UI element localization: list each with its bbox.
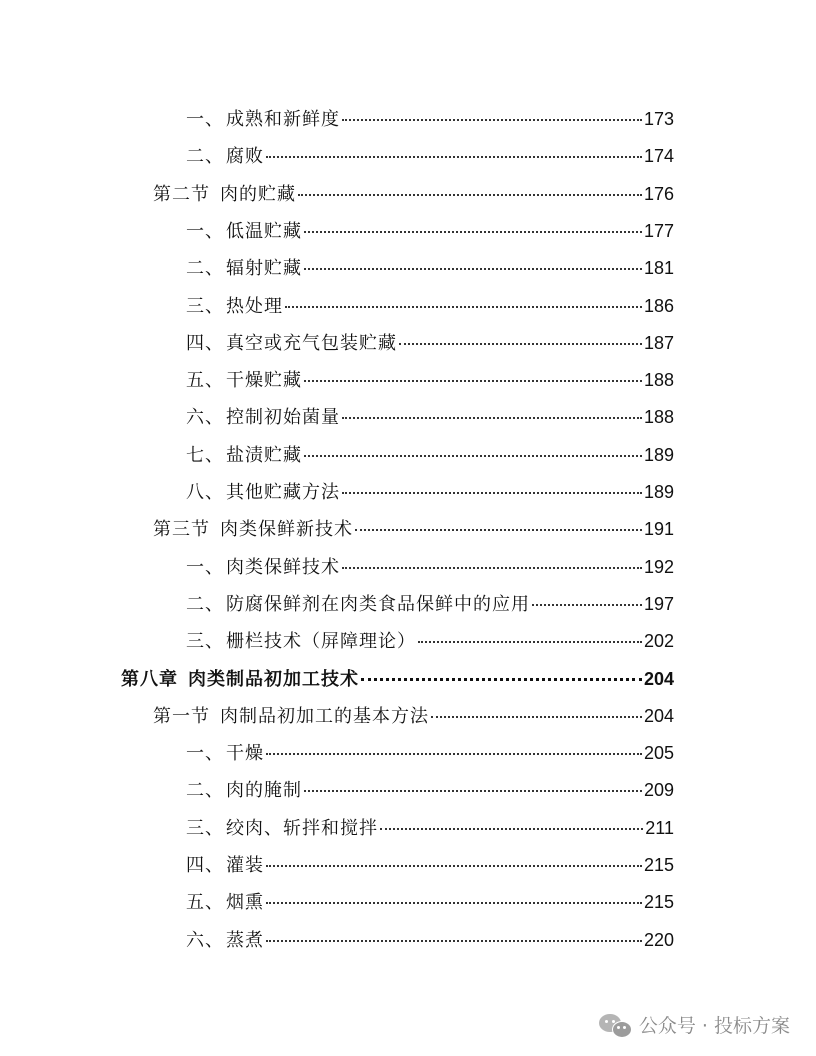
toc-entry-label (186, 256, 302, 282)
toc-entry-title: 腐败 (226, 146, 264, 168)
toc-entry-title: 干燥 (226, 743, 264, 765)
toc-entry-label (186, 368, 302, 394)
dot-leader (266, 752, 642, 755)
toc-entry-title: 栅栏技术（屏障理论） (226, 631, 416, 653)
toc-chapter[interactable] (121, 666, 674, 693)
toc-page-number: 187 (643, 332, 674, 353)
toc-page-number: 204 (643, 668, 674, 689)
toc-entry-number: 一、 (186, 220, 224, 242)
toc-entry-number: 五、 (186, 370, 224, 392)
toc-entry-number: 二、 (186, 780, 224, 802)
toc-entry-number: 四、 (186, 855, 224, 876)
dot-leader (266, 864, 642, 867)
toc-entry[interactable] (186, 106, 674, 133)
toc-entry[interactable] (186, 554, 674, 581)
toc-entry-label (186, 144, 264, 170)
toc-entry-title: 成熟和新鲜度 (226, 109, 340, 130)
dot-leader (532, 603, 642, 606)
toc-entry-label (186, 629, 416, 655)
toc-page-number: 189 (643, 482, 674, 502)
toc-entry-label (186, 816, 378, 842)
toc-entry-title: 肉的贮藏 (220, 183, 296, 205)
toc-entry[interactable] (186, 255, 674, 282)
toc-entry[interactable] (186, 777, 674, 804)
toc-entry[interactable] (186, 293, 674, 320)
toc-entry-label (186, 592, 530, 618)
toc-entry-label (186, 741, 264, 767)
toc-entry-label (186, 107, 340, 133)
toc-entry-title: 肉类保鲜技术 (226, 556, 340, 578)
toc-entry-number: 第三节 (153, 519, 210, 541)
toc-entry-title: 肉的腌制 (226, 780, 302, 802)
toc-entry[interactable] (186, 740, 674, 767)
toc-entry-label (186, 405, 340, 431)
toc-entry-label (186, 443, 302, 469)
toc-page-number: 205 (643, 743, 674, 764)
toc-entry-title: 烟熏 (226, 892, 264, 914)
dot-leader (342, 118, 642, 121)
dot-leader (304, 379, 642, 382)
toc-entry[interactable] (186, 143, 674, 170)
dot-leader (304, 230, 642, 233)
toc-entry-label (186, 480, 340, 506)
dot-leader (342, 566, 642, 569)
toc-page-number: 215 (643, 855, 674, 875)
toc-entry-number: 七、 (186, 444, 224, 466)
toc-entry[interactable] (186, 218, 674, 245)
toc-entry-label (121, 667, 359, 693)
dot-leader (304, 454, 642, 457)
toc-entry-title: 其他贮藏方法 (226, 482, 340, 503)
wechat-icon (599, 1012, 633, 1038)
toc-entry-number: 三、 (186, 817, 224, 839)
toc-entry-label (186, 555, 340, 581)
toc-entry[interactable] (186, 927, 674, 954)
toc-entry-label (186, 294, 283, 320)
toc-entry[interactable] (186, 367, 674, 394)
toc-page-number: 177 (643, 220, 674, 241)
toc-entry-number: 二、 (186, 146, 224, 168)
toc-entry[interactable] (186, 591, 674, 618)
toc-entry-title: 辐射贮藏 (226, 258, 302, 280)
toc-entry-number: 四、 (186, 332, 224, 354)
toc-page-number: 181 (643, 258, 674, 279)
dot-leader (399, 342, 642, 345)
toc-entry-number: 三、 (186, 631, 224, 653)
toc-page-number: 188 (643, 370, 674, 391)
toc-entry[interactable] (186, 889, 674, 916)
toc-page-number: 197 (643, 593, 674, 614)
dot-leader (266, 939, 642, 942)
toc-page-number: 202 (643, 631, 674, 652)
toc-entry-label (186, 778, 302, 804)
dot-leader (266, 155, 642, 158)
toc-entry-label (186, 890, 264, 916)
toc-entry-number: 一、 (186, 556, 224, 578)
toc-entry-label (153, 517, 353, 543)
toc-section[interactable] (153, 181, 674, 208)
toc-entry-label (186, 219, 302, 245)
toc-entry-number: 一、 (186, 109, 224, 130)
toc-entry-number: 三、 (186, 295, 224, 317)
toc-entry[interactable] (186, 442, 674, 469)
watermark (599, 1011, 790, 1038)
toc-entry[interactable] (186, 479, 674, 506)
toc-entry[interactable] (186, 852, 674, 879)
toc-page-number: 174 (643, 146, 674, 167)
toc-entry-number: 五、 (186, 892, 224, 914)
toc-page-number: 204 (643, 705, 674, 726)
toc-entry-title: 热处理 (226, 295, 283, 317)
toc-page-number: 191 (643, 519, 674, 540)
toc-entry-title: 灌装 (226, 855, 264, 876)
toc-page-number: 176 (643, 183, 674, 204)
toc-entry-label (186, 853, 264, 879)
toc-entry-label (153, 182, 296, 208)
toc-section[interactable] (153, 516, 674, 543)
dot-leader (298, 193, 642, 196)
dot-leader (285, 305, 642, 308)
toc-entry-title: 肉制品初加工的基本方法 (220, 705, 429, 727)
dot-leader (342, 416, 642, 419)
toc-entry-label (186, 928, 264, 954)
toc-entry[interactable] (186, 330, 674, 357)
toc-page-number: 215 (643, 892, 674, 913)
toc-entry[interactable] (186, 628, 674, 655)
toc-page-number: 188 (643, 407, 674, 428)
toc-section[interactable] (153, 703, 674, 730)
toc-entry-number: 六、 (186, 407, 224, 429)
dot-leader (304, 267, 642, 270)
toc-entry-title: 肉类制品初加工技术 (188, 668, 359, 690)
toc-entry-number: 二、 (186, 593, 224, 615)
toc-entry-label (186, 331, 397, 357)
toc-page-number: 173 (643, 109, 674, 129)
dot-leader (418, 640, 642, 643)
toc-entry-title: 低温贮藏 (226, 220, 302, 242)
toc-entry-number: 六、 (186, 929, 224, 951)
toc-entry[interactable] (186, 404, 674, 431)
toc-page-number: 186 (643, 295, 674, 316)
toc-entry-label (153, 704, 429, 730)
toc-entry-title: 防腐保鲜剂在肉类食品保鲜中的应用 (226, 593, 530, 615)
toc-entry-number: 第二节 (153, 183, 210, 205)
dot-leader (342, 491, 642, 494)
toc-entry-number: 第八章 (121, 668, 178, 690)
toc-entry-title: 肉类保鲜新技术 (220, 519, 353, 541)
toc-page-number: 192 (643, 556, 674, 577)
toc-entry-title: 蒸煮 (226, 929, 264, 951)
dot-leader (431, 715, 642, 718)
toc-entry-title: 干燥贮藏 (226, 370, 302, 392)
toc-page-number: 189 (643, 444, 674, 465)
toc-entry[interactable] (186, 815, 674, 842)
watermark-text: 公众号 · 投标方案 (638, 1015, 790, 1037)
toc-page-number: 220 (643, 929, 674, 950)
toc-page-number: 209 (643, 780, 674, 801)
toc-entry-title: 绞肉、斩拌和搅拌 (226, 817, 378, 839)
dot-leader (304, 789, 642, 792)
toc-entry-number: 一、 (186, 743, 224, 765)
toc-entry-number: 八、 (186, 482, 224, 503)
toc-entry-title: 真空或充气包装贮藏 (226, 332, 397, 354)
toc-entry-title: 控制初始菌量 (226, 407, 340, 429)
dot-leader (380, 827, 643, 830)
dot-leader (266, 901, 642, 904)
dot-leader (361, 677, 642, 681)
toc-entry-title: 盐渍贮藏 (226, 444, 302, 466)
dot-leader (355, 528, 642, 531)
toc-entry-number: 二、 (186, 258, 224, 280)
toc-page-number: 211 (645, 817, 674, 838)
toc-entry-number: 第一节 (153, 705, 210, 727)
